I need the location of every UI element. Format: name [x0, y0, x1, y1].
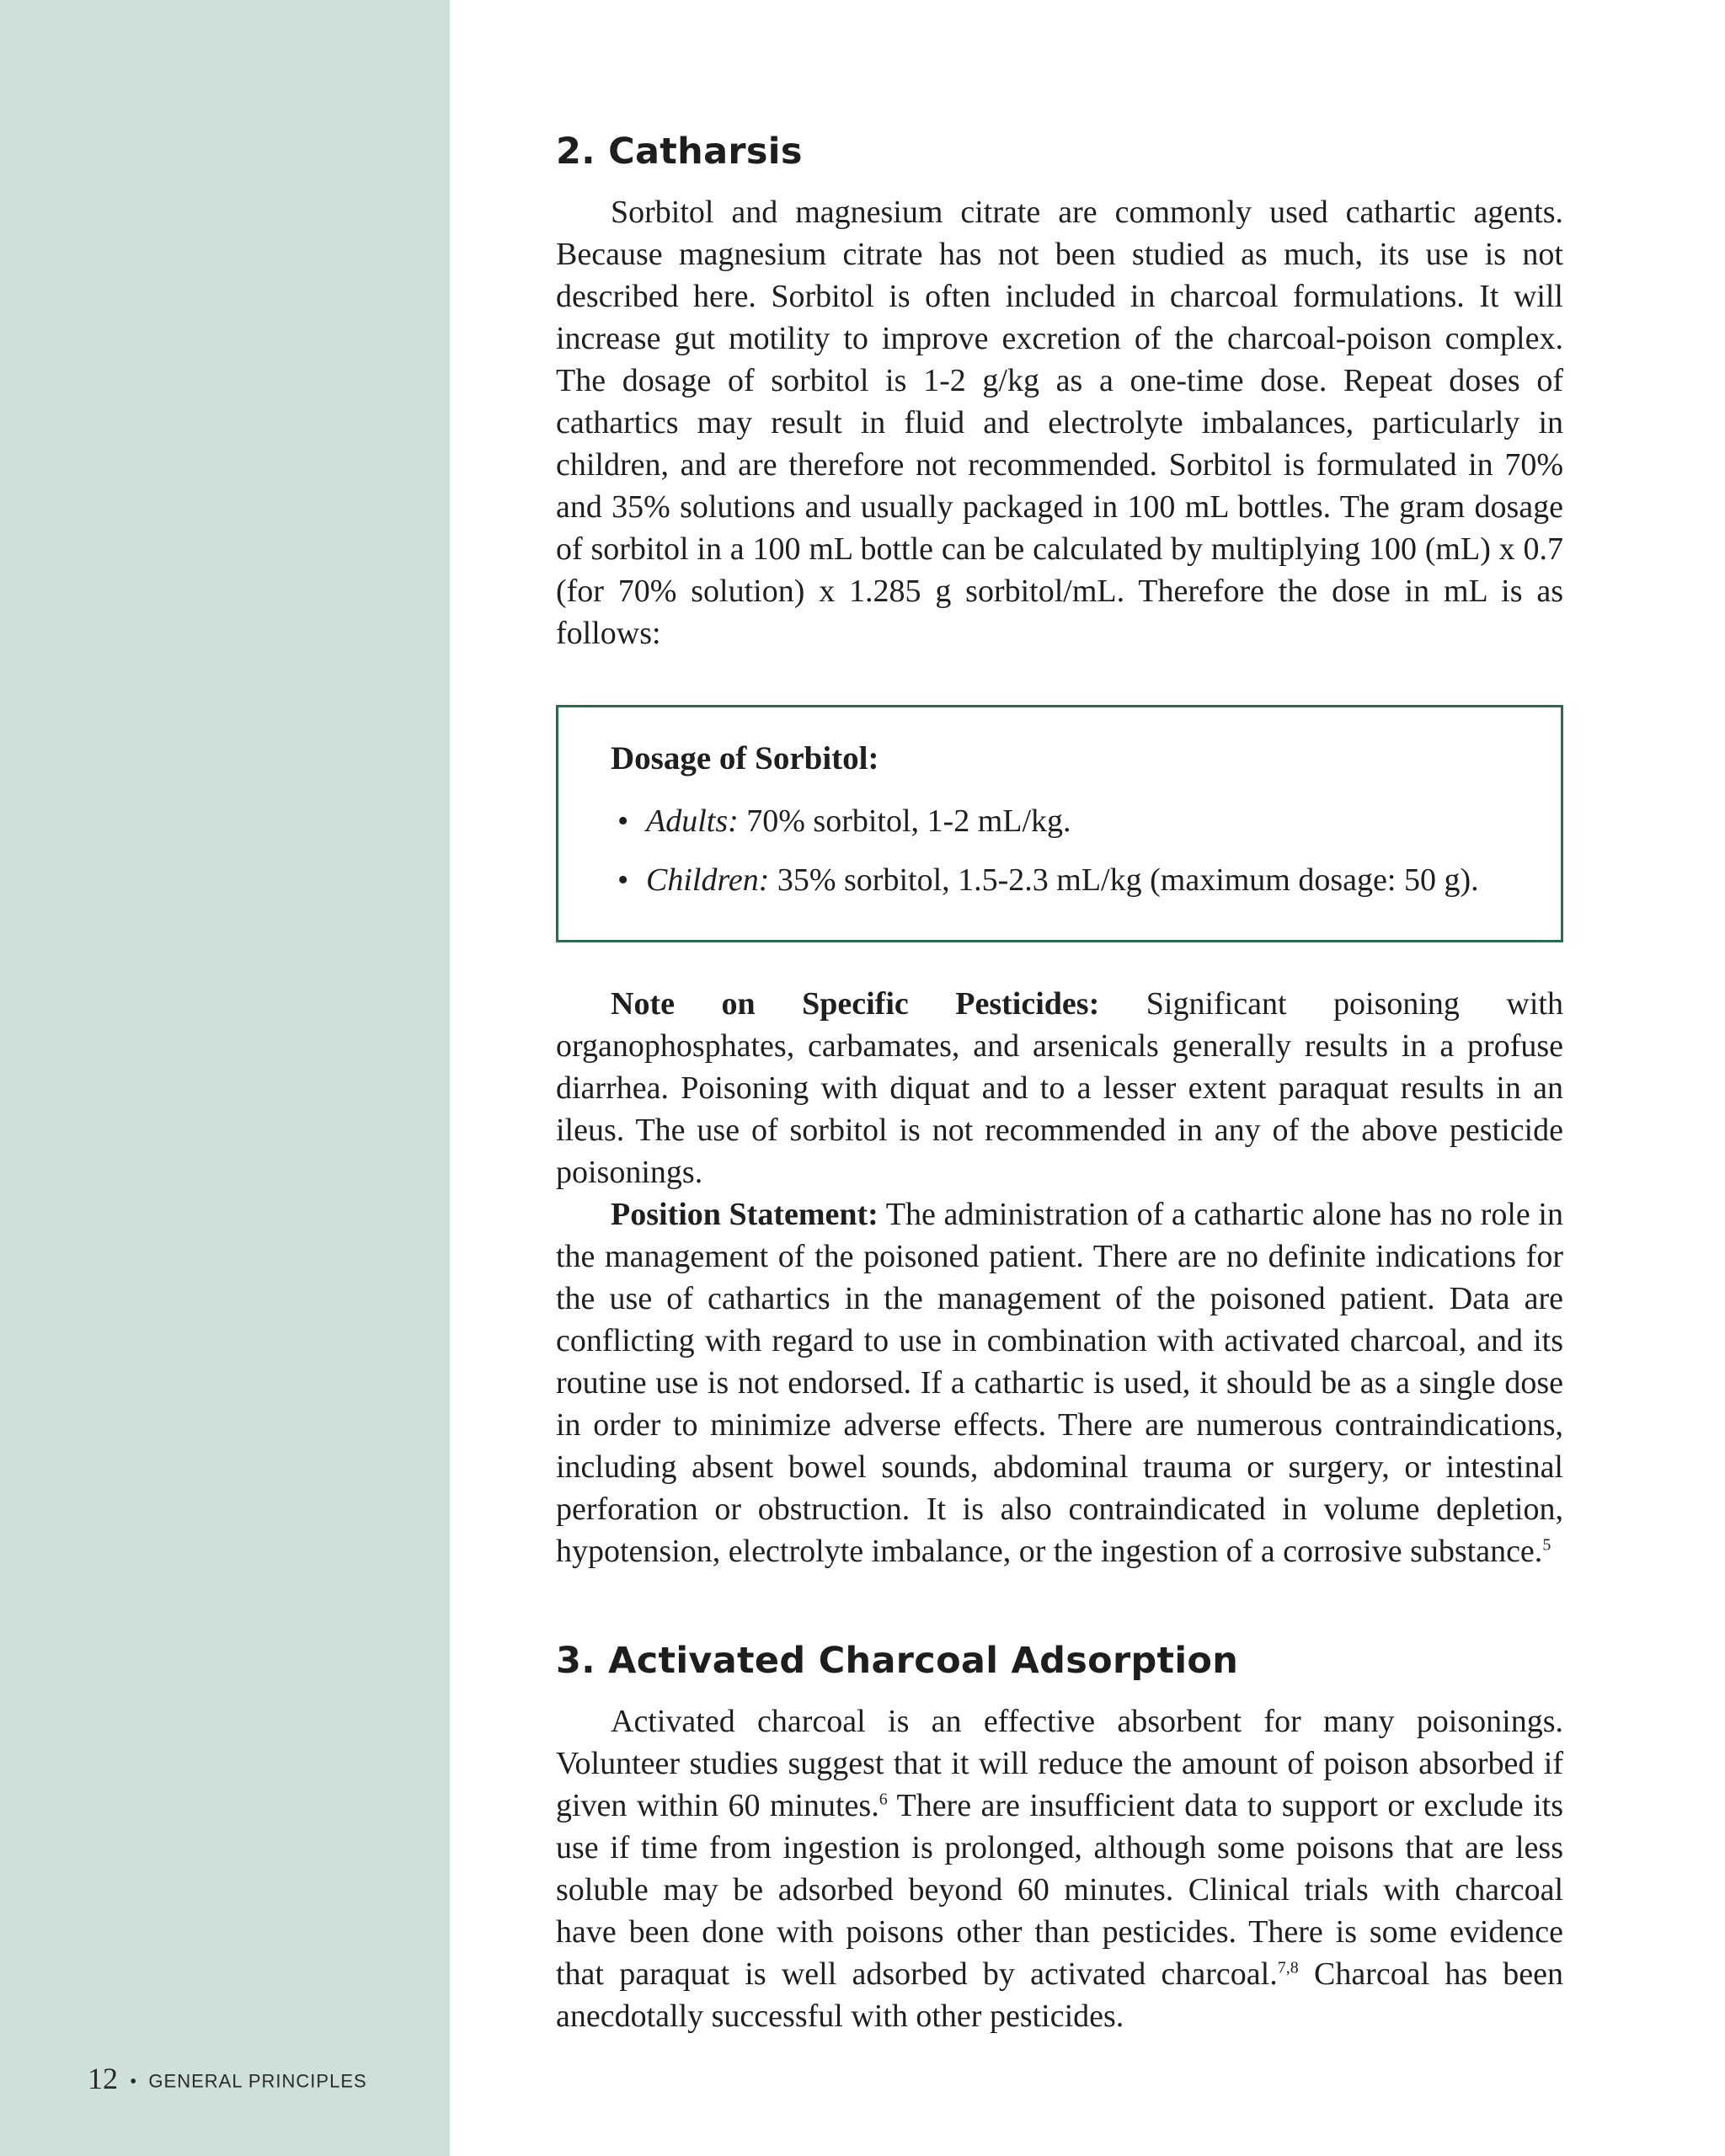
- page-footer: [88, 2062, 367, 2099]
- note-label: Note on Specific Pesticides:: [611, 986, 1100, 1022]
- position-label: Position Statement:: [611, 1197, 879, 1232]
- footnote-ref: 6: [879, 1790, 888, 1809]
- bullet-icon: •: [617, 803, 629, 839]
- notes-block: [556, 983, 1563, 1572]
- dosage-text-adults: 70% sorbitol, 1-2 mL/kg.: [738, 803, 1071, 839]
- section-activated-charcoal: [556, 1640, 1563, 2037]
- dosage-item-children: [611, 859, 1510, 901]
- charcoal-text-c: Charcoal has been anecdotally successful with other pesticides.: [556, 1956, 1563, 2034]
- footer-section-title: GENERAL PRINCIPLES: [148, 2070, 367, 2092]
- section-heading-catharsis: 2. Catharsis: [556, 131, 803, 173]
- dosage-text-children: 35% sorbitol, 1.5-2.3 mL/kg (maximum dosage: 50 g).: [769, 862, 1479, 898]
- charcoal-text-b: There are insufficient data to support or exclude its use if time from ingestion is prolonged, although some poisons that are less soluble may be adsorbed beyond 60 minutes. Clinical trials with charcoal have been done with poisons other than pesticides. There is some evidence that paraquat is well adsorbed by activated charcoal.: [556, 1788, 1563, 1992]
- dosage-item-adults: [611, 800, 1510, 842]
- bullet-icon: •: [617, 862, 629, 898]
- sidebar-band: [0, 0, 450, 2156]
- dosage-label-children: Children:: [646, 862, 770, 898]
- catharsis-paragraph: Sorbitol and magnesium citrate are commonly used cathartic agents. Because magnesium citrate has not been studied as much, its use is not described here. Sorbitol is often included in charcoal formulations. It will increase gut motility to improve excretion of the charcoal-poison complex. The dosage of sorbitol is 1-2 g/kg as a one-time dose. Repeat doses of cathartics may result in fluid and electrolyte imbalances, particularly in children, and are therefore not recommended. Sorbitol is formulated in 70% and 35% solutions and usually packaged in 100 mL bottles. The gram dosage of sorbitol in a 100 mL bottle can be calculated by multiplying 100 (mL) x 0.7 (for 70% solution) x 1.285 g sorbitol/mL. Therefore the dose in mL is as follows:: [556, 195, 1563, 651]
- note-paragraph: [556, 983, 1563, 1193]
- position-text: The administration of a cathartic alone has no role in the management of the poisoned patient. There are no definite indications for the use of cathartics in the management of the poisoned patient. Data are conflicting with regard to use in combination with activated charcoal, and its routine use is not endorsed. If a cathartic is used, it should be as a single dose in order to minimize adverse effects. There are numerous contraindications, including absent bowel sounds, abdominal trauma or surgery, or intestinal perforation or obstruction. It is also contraindicated in volume depletion, hypotension, electrolyte imbalance, or the ingestion of a corrosive substance.: [556, 1197, 1563, 1569]
- dosage-list: [611, 800, 1510, 901]
- page-number: 12: [88, 2062, 118, 2095]
- position-paragraph: [556, 1193, 1563, 1572]
- note-text: Significant poisoning with organophosphates, carbamates, and arsenicals generally results in a profuse diarrhea. Poisoning with diquat and to a lesser extent paraquat results in an ileus. The use of sorbitol is not recommended in any of the above pesticide poisonings.: [556, 986, 1563, 1190]
- charcoal-paragraph: [556, 1700, 1563, 2037]
- footnote-ref: 5: [1542, 1535, 1551, 1555]
- page-content: [556, 131, 1563, 2037]
- footnote-ref: 7,8: [1277, 1958, 1299, 1977]
- section-heading-charcoal: 3. Activated Charcoal Adsorption: [556, 1640, 1239, 1682]
- charcoal-text-a: Activated charcoal is an effective absorbent for many poisonings. Volunteer studies suggest that it will reduce the amount of poison absorbed if given within 60 minutes.: [556, 1704, 1563, 1823]
- separator-dot-icon: •: [130, 2070, 137, 2093]
- dosage-box: [556, 705, 1563, 942]
- dosage-box-title: Dosage of Sorbitol:: [611, 740, 879, 776]
- dosage-label-adults: Adults:: [646, 803, 739, 839]
